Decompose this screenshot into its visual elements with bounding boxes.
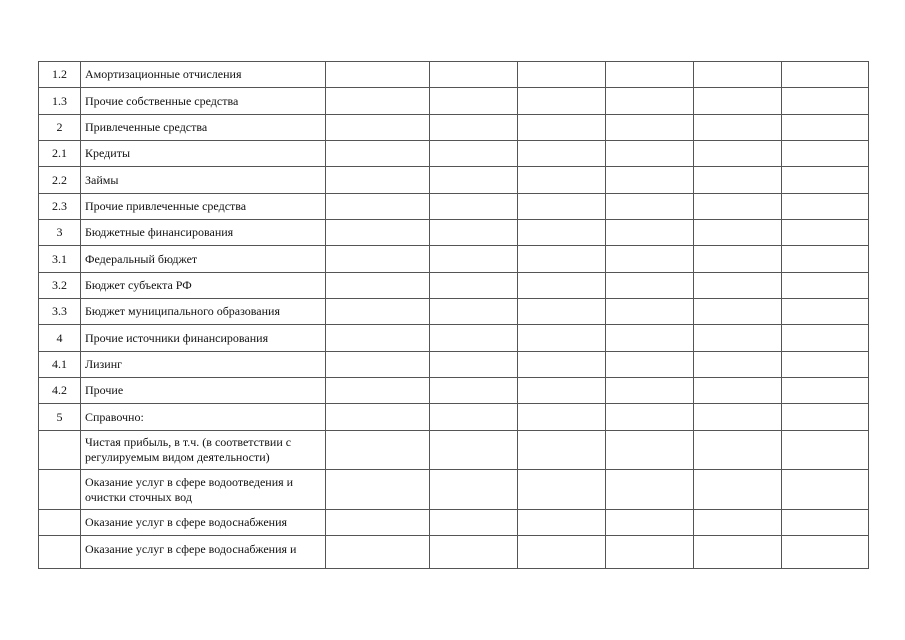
value-cell	[430, 88, 518, 114]
table-row	[39, 325, 869, 351]
row-number: 3	[39, 220, 81, 246]
row-label: Оказание услуг в сфере водоснабжения	[81, 509, 326, 535]
value-cell	[782, 193, 869, 219]
value-cell	[518, 325, 606, 351]
value-cell	[518, 299, 606, 325]
value-cell	[430, 299, 518, 325]
table-row	[39, 114, 869, 140]
value-cell	[518, 62, 606, 88]
row-number: 4	[39, 325, 81, 351]
table-row	[39, 167, 869, 193]
row-label: Прочие привлеченные средства	[81, 193, 326, 219]
table-row	[39, 430, 869, 470]
row-number: 5	[39, 404, 81, 430]
value-cell	[518, 430, 606, 470]
value-cell	[694, 325, 782, 351]
value-cell	[694, 141, 782, 167]
value-cell	[606, 325, 694, 351]
value-cell	[782, 114, 869, 140]
value-cell	[326, 141, 430, 167]
table-row	[39, 220, 869, 246]
row-number: 1.3	[39, 88, 81, 114]
value-cell	[606, 220, 694, 246]
row-number	[39, 509, 81, 535]
value-cell	[782, 88, 869, 114]
value-cell	[694, 220, 782, 246]
value-cell	[326, 88, 430, 114]
value-cell	[326, 470, 430, 510]
value-cell	[430, 62, 518, 88]
value-cell	[518, 272, 606, 298]
row-label: Прочие источники финансирования	[81, 325, 326, 351]
value-cell	[606, 470, 694, 510]
value-cell	[430, 325, 518, 351]
table-row	[39, 351, 869, 377]
row-label: Лизинг	[81, 351, 326, 377]
value-cell	[518, 470, 606, 510]
value-cell	[694, 509, 782, 535]
value-cell	[430, 378, 518, 404]
value-cell	[782, 430, 869, 470]
value-cell	[606, 246, 694, 272]
value-cell	[782, 167, 869, 193]
value-cell	[326, 62, 430, 88]
row-label: Бюджет муниципального образования	[81, 299, 326, 325]
value-cell	[694, 167, 782, 193]
value-cell	[430, 272, 518, 298]
value-cell	[694, 272, 782, 298]
table-row	[39, 272, 869, 298]
value-cell	[694, 470, 782, 510]
value-cell	[606, 114, 694, 140]
value-cell	[782, 62, 869, 88]
table-row	[39, 88, 869, 114]
value-cell	[606, 193, 694, 219]
value-cell	[782, 509, 869, 535]
value-cell	[326, 167, 430, 193]
value-cell	[606, 351, 694, 377]
value-cell	[606, 430, 694, 470]
value-cell	[782, 246, 869, 272]
table-row	[39, 536, 869, 568]
value-cell	[430, 246, 518, 272]
value-cell	[694, 299, 782, 325]
value-cell	[694, 430, 782, 470]
row-label: Бюджетные финансирования	[81, 220, 326, 246]
value-cell	[694, 193, 782, 219]
table-row	[39, 299, 869, 325]
row-label: Оказание услуг в сфере водоотведения и очистки сточных вод	[81, 470, 326, 510]
value-cell	[430, 536, 518, 568]
value-cell	[694, 404, 782, 430]
value-cell	[606, 404, 694, 430]
value-cell	[326, 246, 430, 272]
row-label: Кредиты	[81, 141, 326, 167]
row-label: Привлеченные средства	[81, 114, 326, 140]
value-cell	[326, 351, 430, 377]
value-cell	[430, 351, 518, 377]
value-cell	[518, 404, 606, 430]
value-cell	[430, 141, 518, 167]
row-number: 3.1	[39, 246, 81, 272]
value-cell	[430, 404, 518, 430]
value-cell	[606, 509, 694, 535]
row-number: 2.3	[39, 193, 81, 219]
row-number	[39, 430, 81, 470]
value-cell	[430, 193, 518, 219]
row-label: Оказание услуг в сфере водоснабжения и	[81, 536, 326, 568]
row-number: 2.1	[39, 141, 81, 167]
value-cell	[518, 246, 606, 272]
value-cell	[606, 141, 694, 167]
value-cell	[606, 299, 694, 325]
value-cell	[606, 536, 694, 568]
table-row	[39, 509, 869, 535]
value-cell	[326, 114, 430, 140]
value-cell	[606, 88, 694, 114]
row-number: 3.3	[39, 299, 81, 325]
value-cell	[518, 88, 606, 114]
table-row	[39, 470, 869, 510]
row-number: 2.2	[39, 167, 81, 193]
row-number: 3.2	[39, 272, 81, 298]
value-cell	[606, 272, 694, 298]
row-number: 2	[39, 114, 81, 140]
value-cell	[694, 351, 782, 377]
row-label: Амортизационные отчисления	[81, 62, 326, 88]
row-label: Прочие собственные средства	[81, 88, 326, 114]
value-cell	[326, 378, 430, 404]
value-cell	[782, 470, 869, 510]
row-label: Федеральный бюджет	[81, 246, 326, 272]
value-cell	[782, 299, 869, 325]
value-cell	[430, 430, 518, 470]
value-cell	[326, 430, 430, 470]
value-cell	[326, 220, 430, 246]
value-cell	[430, 470, 518, 510]
value-cell	[518, 536, 606, 568]
value-cell	[694, 378, 782, 404]
value-cell	[694, 88, 782, 114]
row-number: 4.1	[39, 351, 81, 377]
value-cell	[518, 378, 606, 404]
value-cell	[326, 404, 430, 430]
value-cell	[782, 378, 869, 404]
table-row	[39, 246, 869, 272]
row-label: Справочно:	[81, 404, 326, 430]
value-cell	[326, 536, 430, 568]
table-row	[39, 404, 869, 430]
value-cell	[430, 167, 518, 193]
row-label: Бюджет субъекта РФ	[81, 272, 326, 298]
row-number: 4.2	[39, 378, 81, 404]
value-cell	[606, 167, 694, 193]
value-cell	[606, 378, 694, 404]
value-cell	[518, 220, 606, 246]
value-cell	[782, 220, 869, 246]
value-cell	[694, 246, 782, 272]
value-cell	[518, 509, 606, 535]
value-cell	[694, 536, 782, 568]
value-cell	[326, 509, 430, 535]
value-cell	[694, 114, 782, 140]
value-cell	[326, 299, 430, 325]
value-cell	[782, 351, 869, 377]
table-row	[39, 378, 869, 404]
value-cell	[782, 325, 869, 351]
value-cell	[430, 114, 518, 140]
value-cell	[518, 114, 606, 140]
table-row	[39, 62, 869, 88]
value-cell	[518, 193, 606, 219]
value-cell	[782, 404, 869, 430]
value-cell	[606, 62, 694, 88]
row-number	[39, 536, 81, 568]
value-cell	[694, 62, 782, 88]
financing-sources-table	[38, 61, 869, 569]
value-cell	[326, 272, 430, 298]
value-cell	[782, 141, 869, 167]
value-cell	[782, 272, 869, 298]
value-cell	[518, 351, 606, 377]
table-row	[39, 141, 869, 167]
value-cell	[518, 167, 606, 193]
value-cell	[430, 509, 518, 535]
value-cell	[782, 536, 869, 568]
row-number	[39, 470, 81, 510]
row-label: Прочие	[81, 378, 326, 404]
value-cell	[518, 141, 606, 167]
value-cell	[430, 220, 518, 246]
value-cell	[326, 193, 430, 219]
row-label: Займы	[81, 167, 326, 193]
row-label: Чистая прибыль, в т.ч. (в соответствии с регулируемым видом деятельности)	[81, 430, 326, 470]
row-number: 1.2	[39, 62, 81, 88]
value-cell	[326, 325, 430, 351]
table-row	[39, 193, 869, 219]
